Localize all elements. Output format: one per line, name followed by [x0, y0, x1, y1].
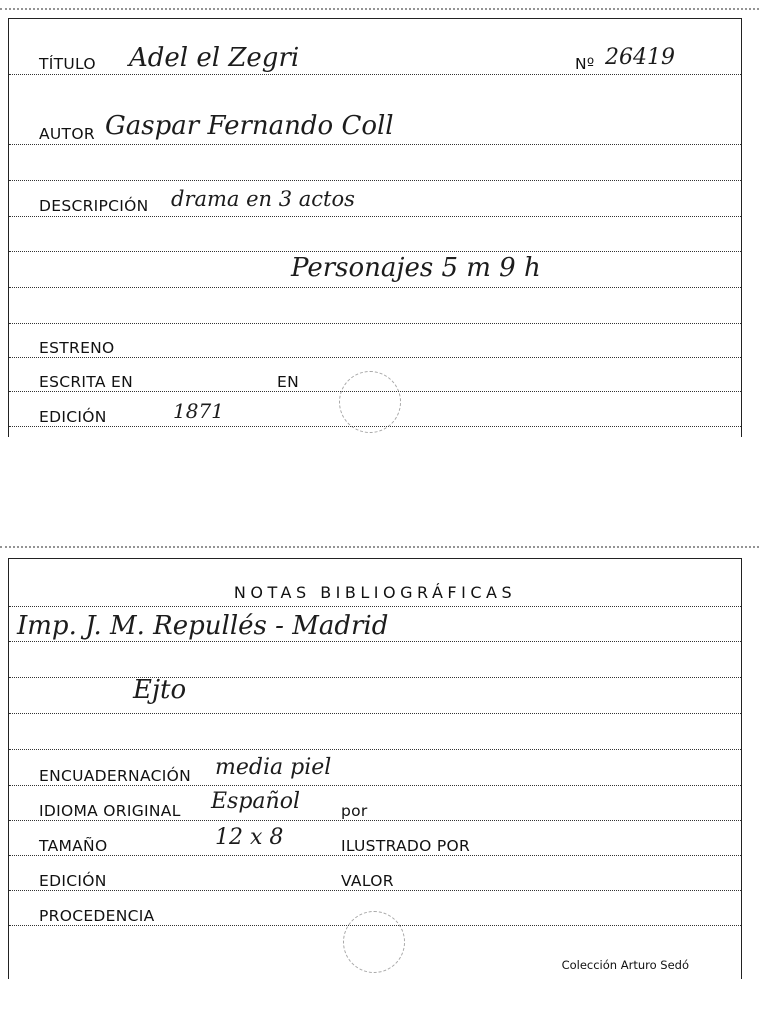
encuadernacion-label: ENCUADERNACIÓN	[39, 767, 191, 785]
scan-noise-middle	[0, 546, 759, 548]
idioma-label: IDIOMA ORIGINAL	[39, 802, 181, 820]
rule-line	[9, 890, 741, 891]
collection-credit: Colección Arturo Sedó	[561, 958, 689, 972]
rule-line	[9, 216, 741, 217]
rule-line	[9, 357, 741, 358]
edicion-value: 1871	[173, 399, 224, 423]
rule-line	[9, 785, 741, 786]
titulo-label: TÍTULO	[39, 55, 96, 73]
rule-line	[9, 180, 741, 181]
rule-line	[9, 713, 741, 714]
idioma-value: Español	[211, 789, 300, 814]
rule-line	[9, 820, 741, 821]
descripcion-label: DESCRIPCIÓN	[39, 197, 149, 215]
numero-value: 26419	[605, 45, 675, 70]
stamp-circle	[343, 911, 405, 973]
tamano-label: TAMAÑO	[39, 837, 108, 855]
catalog-card-bottom	[8, 558, 742, 979]
titulo-value: Adel el Zegri	[129, 43, 300, 73]
rule-line	[9, 74, 741, 75]
personajes-value: Personajes 5 m 9 h	[291, 253, 541, 283]
rule-line	[9, 677, 741, 678]
numero-label: Nº	[575, 55, 595, 73]
autor-value: Gaspar Fernando Coll	[105, 111, 394, 141]
por-label: por	[341, 802, 368, 820]
rule-line	[9, 749, 741, 750]
descripcion-value: drama en 3 actos	[171, 187, 355, 211]
rule-line	[9, 144, 741, 145]
rule-line	[9, 606, 741, 607]
edicion-label: EDICIÓN	[39, 408, 107, 426]
rule-line	[9, 855, 741, 856]
valor-label: VALOR	[341, 872, 394, 890]
ilustrado-label: ILUSTRADO POR	[341, 837, 471, 855]
autor-label: AUTOR	[39, 125, 95, 143]
en-label: EN	[277, 373, 299, 391]
escrita-en-label: ESCRITA EN	[39, 373, 133, 391]
stamp-circle	[339, 371, 401, 433]
rule-line	[9, 251, 741, 252]
catalog-card-top	[8, 18, 742, 437]
rule-line	[9, 641, 741, 642]
notas-line-1: Imp. J. M. Repullés - Madrid	[17, 611, 389, 641]
edicion-label-2: EDICIÓN	[39, 872, 107, 890]
encuadernacion-value: media piel	[215, 755, 332, 780]
rule-line	[9, 323, 741, 324]
notas-line-2: Ejto	[133, 675, 187, 705]
scan-noise-top	[0, 8, 759, 10]
notas-title: NOTAS BIBLIOGRÁFICAS	[233, 583, 517, 602]
rule-line	[9, 287, 741, 288]
tamano-value: 12 x 8	[215, 825, 284, 850]
procedencia-label: PROCEDENCIA	[39, 907, 155, 925]
estreno-label: ESTRENO	[39, 339, 115, 357]
